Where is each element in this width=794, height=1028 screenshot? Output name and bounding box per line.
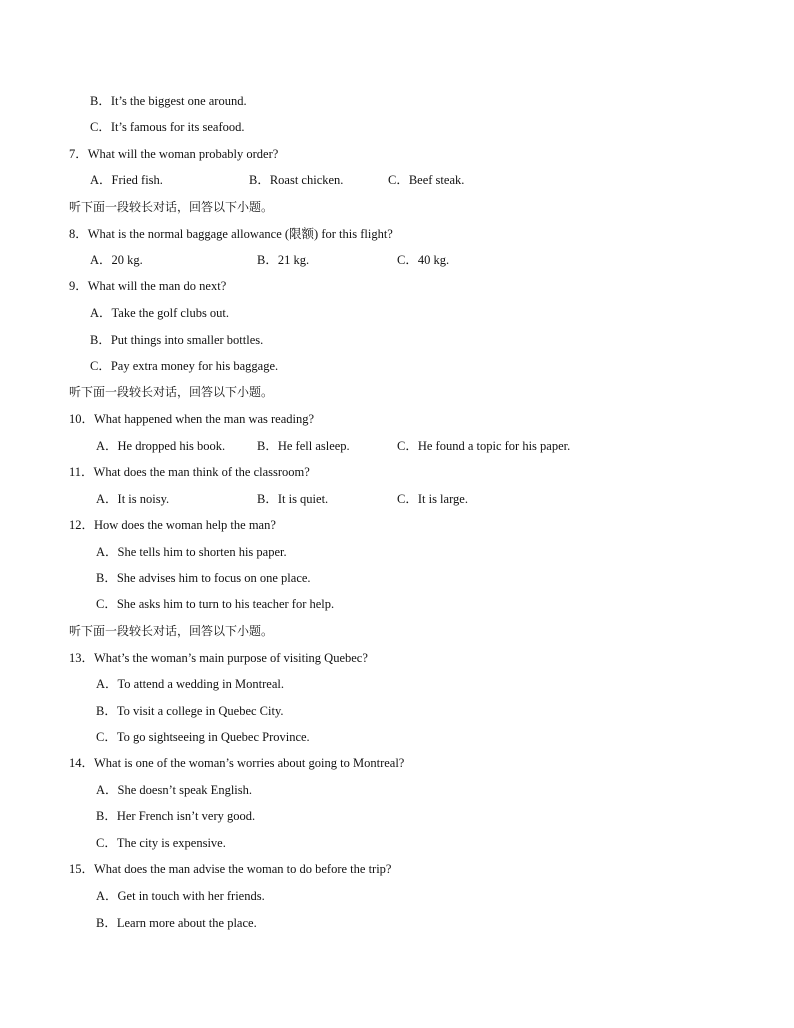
- q12-option-c: C．She asks him to turn to his teacher for help.: [96, 597, 335, 611]
- question-9: 9．What will the man do next?: [69, 279, 227, 293]
- q12-option-b: B．She advises him to focus on one place.: [96, 571, 311, 585]
- q9-option-c: C．Pay extra money for his baggage.: [90, 359, 279, 373]
- question-12: 12．How does the woman help the man?: [69, 518, 276, 532]
- q9-option-b: B．Put things into smaller bottles.: [90, 333, 264, 347]
- q10-option-a: A．He dropped his book.: [96, 439, 226, 453]
- q8-option-c: C．40 kg.: [397, 253, 450, 267]
- q13-option-b: B．To visit a college in Quebec City.: [96, 704, 284, 718]
- q11-option-c: C．It is large.: [397, 492, 468, 506]
- q10-option-b: B．He fell asleep.: [257, 439, 350, 453]
- q13-option-c: C．To go sightseeing in Quebec Province.: [96, 730, 310, 744]
- q12-option-a: A．She tells him to shorten his paper.: [96, 545, 287, 559]
- question-13: 13．What’s the woman’s main purpose of visiting Quebec?: [69, 651, 368, 665]
- q15-option-b: B．Learn more about the place.: [96, 916, 257, 930]
- q8-option-a: A．20 kg.: [90, 253, 143, 267]
- question-8: 8．What is the normal baggage allowance (限额) for this flight?: [69, 227, 393, 241]
- q7-option-c: C．Beef steak.: [388, 173, 465, 187]
- q11-option-a: A．It is noisy.: [96, 492, 170, 506]
- question-7: 7．What will the woman probably order?: [69, 147, 279, 161]
- question-15: 15．What does the man advise the woman to do before the trip?: [69, 862, 392, 876]
- q8-option-b: B．21 kg.: [257, 253, 310, 267]
- q9-option-a: A．Take the golf clubs out.: [90, 306, 230, 320]
- question-10: 10．What happened when the man was reading?: [69, 412, 315, 426]
- section-instruction: 听下面一段较长对话，回答以下小题。: [69, 200, 274, 214]
- q13-option-a: A．To attend a wedding in Montreal.: [96, 677, 284, 691]
- q10-option-c: C．He found a topic for his paper.: [397, 439, 571, 453]
- q7-option-b: B．Roast chicken.: [249, 173, 344, 187]
- q14-option-a: A．She doesn’t speak English.: [96, 783, 253, 797]
- q6-option-c: C．It’s famous for its seafood.: [90, 120, 245, 134]
- q11-option-b: B．It is quiet.: [257, 492, 329, 506]
- q6-option-b: B．It’s the biggest one around.: [90, 94, 247, 108]
- section-instruction: 听下面一段较长对话，回答以下小题。: [69, 624, 274, 638]
- q14-option-b: B．Her French isn’t very good.: [96, 809, 256, 823]
- q7-option-a: A．Fried fish.: [90, 173, 163, 187]
- q14-option-c: C．The city is expensive.: [96, 836, 226, 850]
- question-11: 11．What does the man think of the classroom?: [69, 465, 310, 479]
- q15-option-a: A．Get in touch with her friends.: [96, 889, 265, 903]
- section-instruction: 听下面一段较长对话，回答以下小题。: [69, 385, 274, 399]
- question-14: 14．What is one of the woman’s worries about going to Montreal?: [69, 756, 405, 770]
